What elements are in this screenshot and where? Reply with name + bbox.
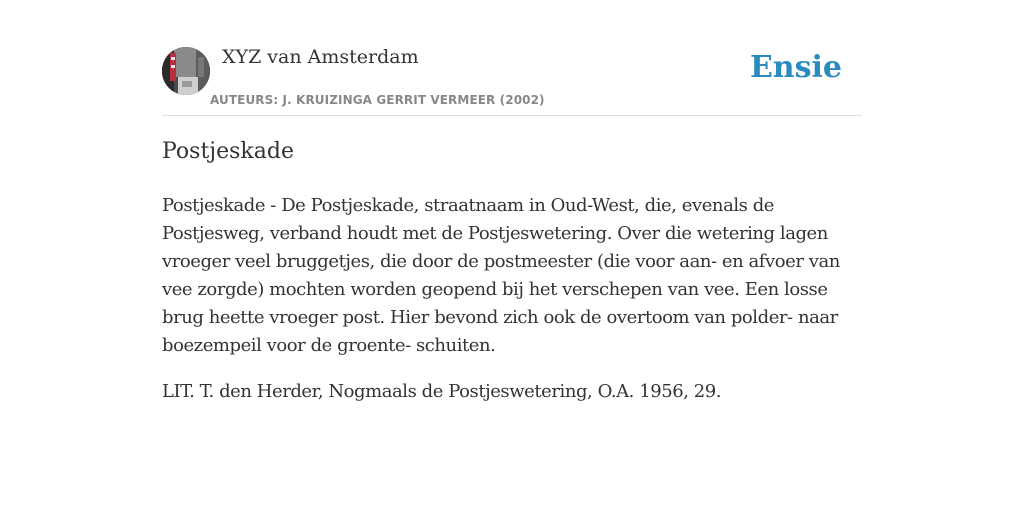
entry-paragraph: Postjeskade - De Postjeskade, straatnaam in Oud-West, die, evenals de Postjesweg, verband houdt met de Postjeswetering. Over die wetering lagen vroeger veel bruggetjes, die door de postmeester (die voor aan- en afvoer van vee zorgde) mochten worden geopend bij het verschepen van vee. Een losse brug heette vroeger post. Hier bevond zich ook de overtoom van polder- naar boezempeil voor de groente- schuiten. [162, 195, 840, 356]
street-photo-icon [162, 47, 210, 95]
ensie-logo[interactable]: Ensie [749, 50, 842, 85]
entry-literature: LIT. T. den Herder, Nogmaals de Postjeswetering, O.A. 1956, 29. [162, 381, 722, 402]
book-title[interactable]: XYZ van Amsterdam [222, 46, 419, 68]
entry-title: Postjeskade [162, 139, 294, 164]
book-cover-avatar[interactable] [162, 47, 210, 95]
book-header [162, 44, 862, 116]
entry-content [162, 192, 862, 424]
book-authors: AUTEURS: J. KRUIZINGA GERRIT VERMEER (2002) [210, 93, 545, 107]
